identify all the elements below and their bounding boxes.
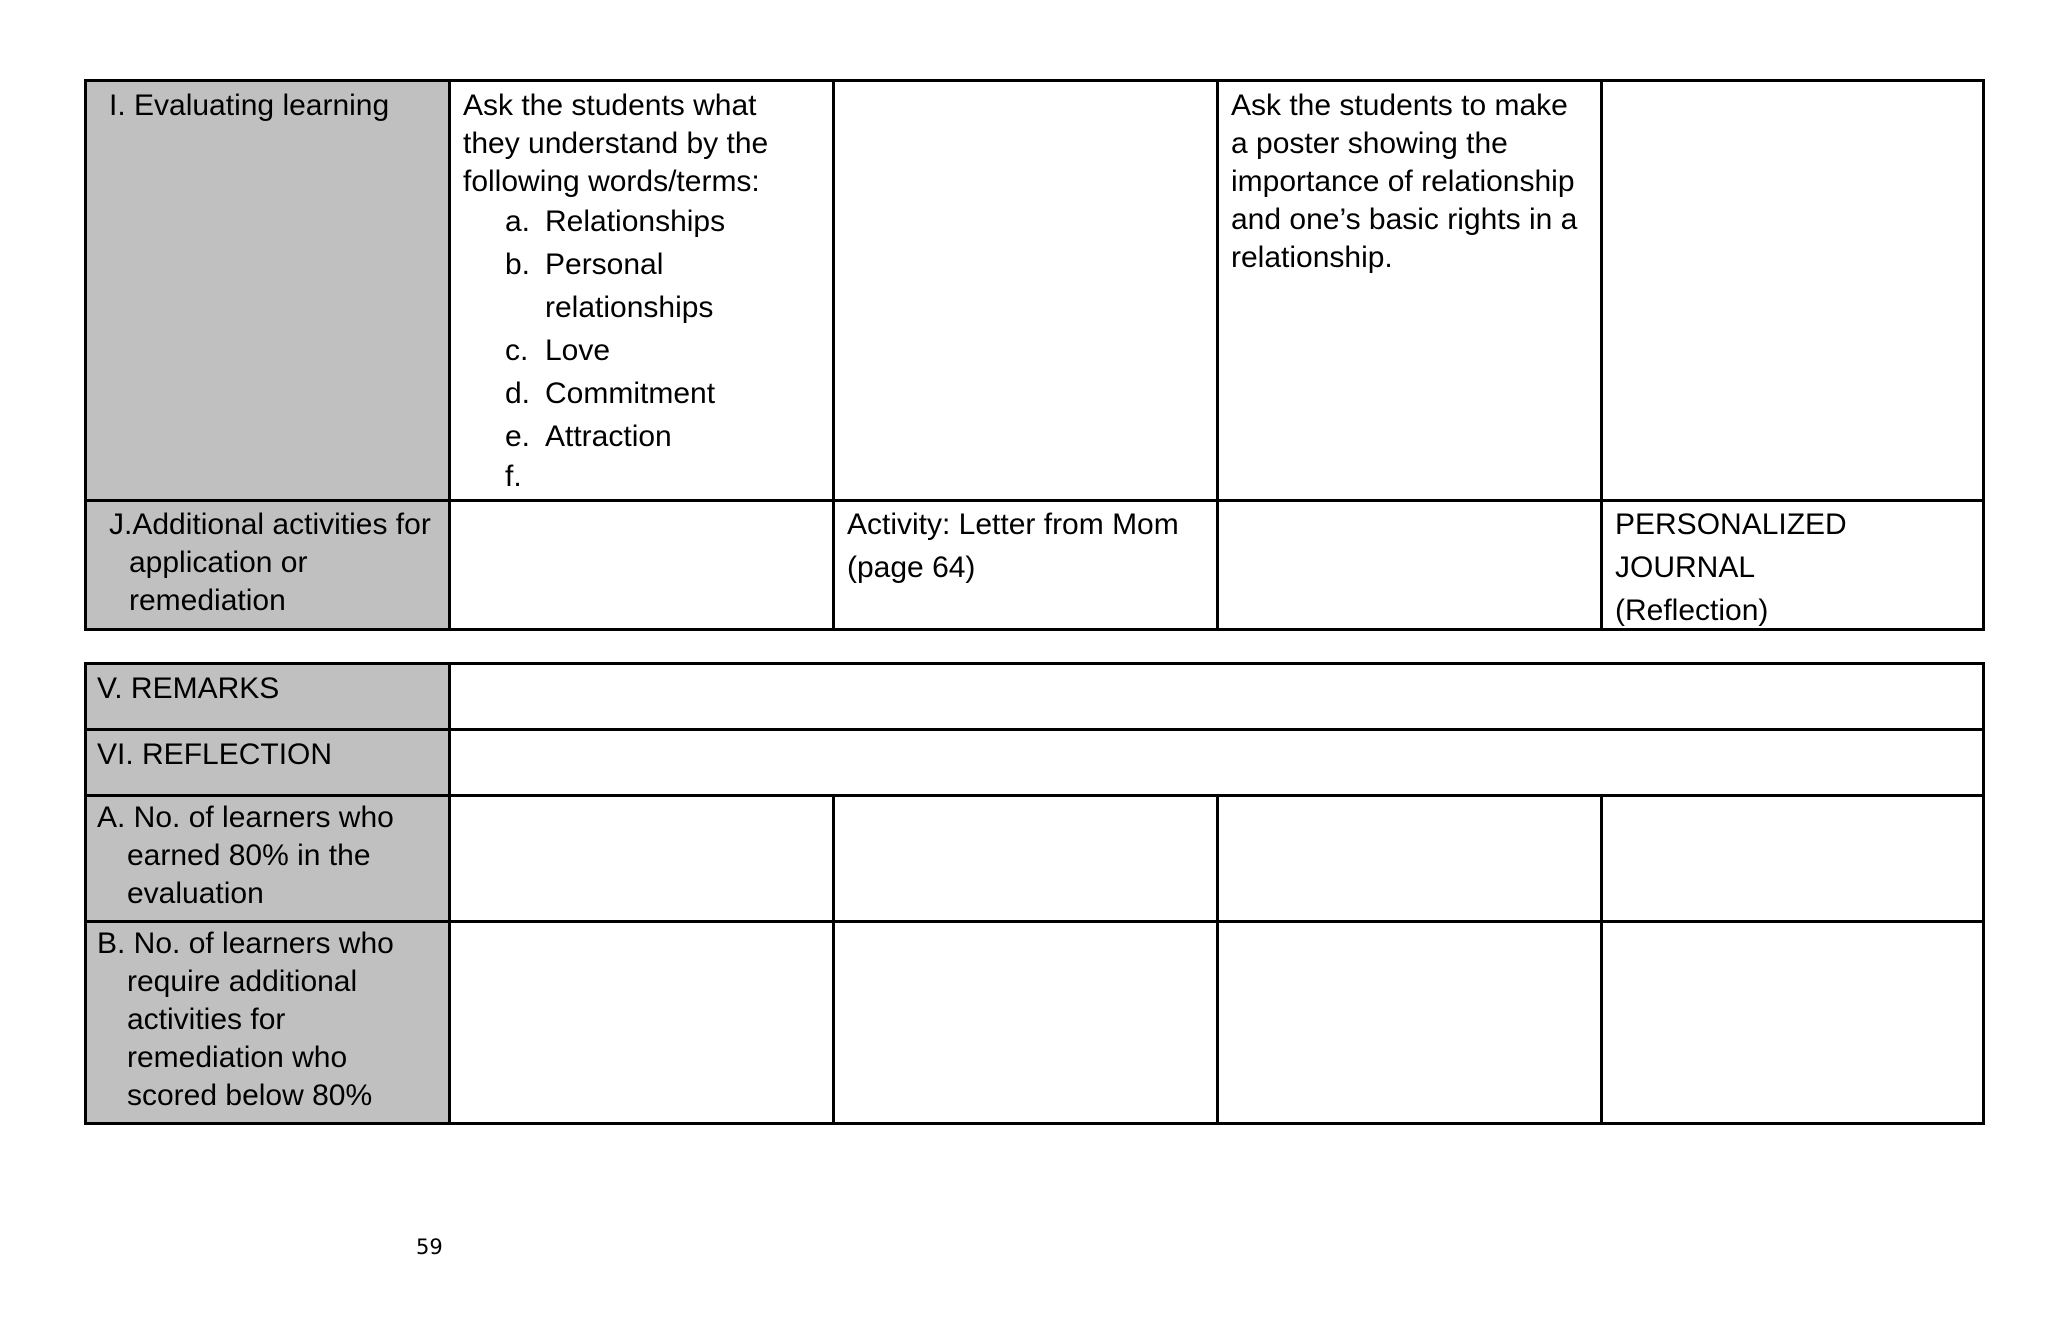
row-a-line-3: evaluation (127, 877, 264, 910)
row-b-line-2: require additional (127, 965, 358, 998)
page-number: 59 (416, 1235, 443, 1259)
table1-vline-3 (1216, 82, 1219, 628)
row-i-col2 (835, 82, 1219, 502)
row-i-col3-line-4: and one’s basic rights in a (1231, 203, 1578, 236)
row-i-header: I. Evaluating learning (109, 89, 390, 122)
row-j-col2-line-2: (page 64) (847, 551, 976, 584)
row-j-col4 (1603, 502, 1982, 628)
table2-vline-2 (832, 794, 835, 1122)
row-b-line-1: B. No. of learners who (97, 927, 394, 960)
row-j-col2-line-1: Activity: Letter from Mom (847, 508, 1179, 541)
table1-vline-1 (448, 82, 451, 628)
table2-hline-3 (87, 920, 1982, 923)
row-j-col4-line-1: PERSONALIZED (1615, 508, 1847, 541)
row-i-col3 (1219, 82, 1603, 502)
lesson-table-top (84, 79, 1985, 631)
row-i-col3-line-1: Ask the students to make (1231, 89, 1568, 122)
remarks-header: V. REMARKS (97, 672, 280, 705)
row-a-line-2: earned 80% in the (127, 839, 371, 872)
row-b-line-5: scored below 80% (127, 1079, 373, 1112)
row-i-col1-intro-2: they understand by the (463, 127, 769, 160)
row-i-col1: Ask the students what they understand by the following words/terms: a. Relationships b. Personal relationships c. Love d. Commitment e. Attraction f. (463, 89, 769, 493)
row-j-col2 (835, 502, 1219, 628)
row-i-col1-intro-1: Ask the students what (463, 89, 757, 122)
row-i-col3-line-3: importance of relationship (1231, 165, 1575, 198)
reflection-table (84, 662, 1985, 1125)
row-i-header-cell (87, 82, 451, 502)
table2-hline-2 (87, 794, 1982, 797)
row-b-line-3: activities for (127, 1003, 286, 1036)
table1-vline-2 (832, 82, 835, 628)
table2-vline-3 (1216, 794, 1219, 1122)
row-j-header-line-1: J.Additional activities for (109, 508, 431, 541)
table2-hline-1 (87, 728, 1982, 731)
reflection-header: VI. REFLECTION (97, 738, 333, 771)
row-j-header-line-3: remediation (129, 584, 286, 617)
row-j-header-line-2: application or (129, 546, 308, 579)
row-b-line-4: remediation who (127, 1041, 348, 1074)
table2-vline-1 (448, 665, 451, 1122)
row-i-col1-intro-3: following words/terms: (463, 165, 760, 198)
row-j-header-cell (87, 502, 451, 628)
row-i-col3-line-2: a poster showing the (1231, 127, 1508, 160)
row-a-header-cell (87, 797, 451, 923)
reflection-header-cell (87, 731, 451, 797)
row-b-header-cell (87, 923, 451, 1122)
table2-vline-4 (1600, 794, 1603, 1122)
row-j-col4-line-3: (Reflection) (1615, 594, 1769, 627)
remarks-header-cell (87, 665, 451, 731)
table1-vline-4 (1600, 82, 1603, 628)
row-i-col3-line-5: relationship. (1231, 241, 1393, 274)
table1-hline-1 (87, 499, 1982, 502)
row-a-line-1: A. No. of learners who (97, 801, 394, 834)
row-j-col4-line-2: JOURNAL (1615, 551, 1756, 584)
